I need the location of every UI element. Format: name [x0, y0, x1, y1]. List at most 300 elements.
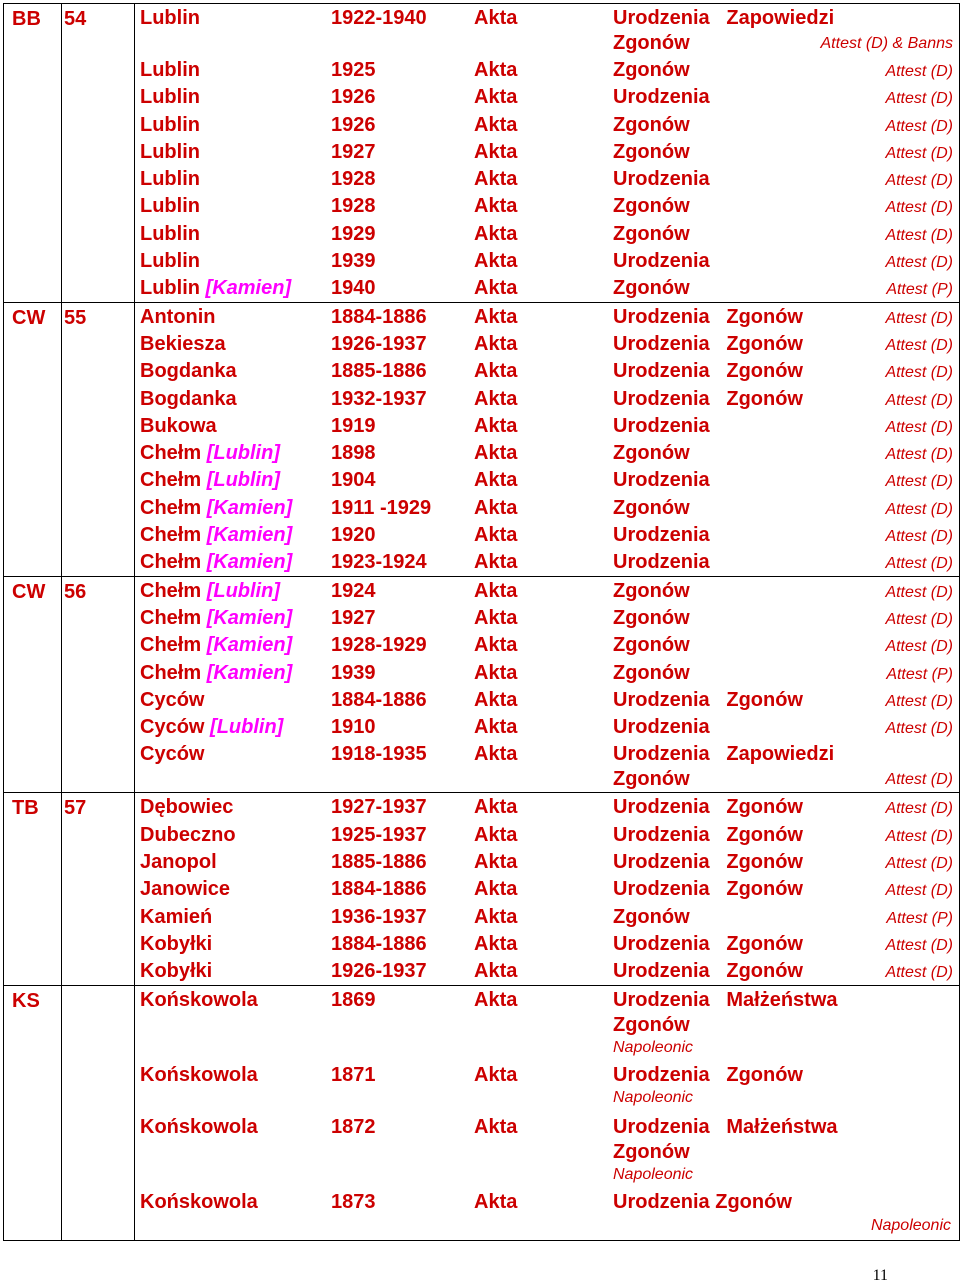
town-label: Chełm [140, 606, 202, 629]
town-name [140, 139, 200, 165]
group-code-cell [4, 4, 62, 303]
attest-note: Attest (D) [885, 638, 953, 656]
record-akta: Akta [474, 305, 518, 328]
record-akta: Akta [474, 743, 518, 766]
attest-note: Attest (D) [885, 117, 953, 135]
record-row [135, 659, 959, 686]
attest-note: Attest (D) [885, 473, 953, 491]
record-akta: Akta [474, 551, 518, 574]
attest-note: Attest (P) [886, 909, 953, 927]
town-label: Lublin [140, 113, 200, 136]
reel-number-cell [62, 576, 135, 793]
record-akta: Akta [474, 960, 518, 983]
town-label: Chełm [140, 524, 202, 547]
attest-note: Attest (P) [886, 665, 953, 683]
napoleonic-note: Napoleonic [613, 1038, 694, 1056]
record-types: Zgonów [613, 579, 690, 602]
record-types: Urodzenia [613, 551, 710, 574]
town-alias: [Lublin] [206, 579, 280, 602]
attest-note: Attest (D) [885, 692, 953, 710]
record-years: 1927 [331, 606, 376, 629]
group-code: KS [12, 989, 40, 1012]
reel-number: 54 [64, 8, 87, 30]
register-table [3, 3, 960, 1241]
napoleonic-note: Napoleonic [613, 1088, 694, 1106]
record-years: 1928 [331, 168, 376, 191]
attest-note: Attest (D) [885, 336, 953, 354]
group-code: CW [12, 580, 46, 603]
town-name [140, 1189, 258, 1215]
town-name [140, 741, 204, 767]
record-row [135, 111, 959, 138]
reel-number-cell [62, 302, 135, 576]
town-name [140, 467, 280, 493]
town-name [140, 605, 292, 631]
attest-note: Attest (D) [885, 309, 953, 327]
record-row [135, 192, 959, 219]
record-types: Urodzenia Zgonów [613, 305, 803, 328]
record-types: Zgonów [613, 222, 690, 245]
town-name [140, 331, 226, 357]
attest-note: Attest (D) [885, 855, 953, 873]
town-name [140, 84, 200, 110]
town-alias: [Kamien] [206, 634, 293, 657]
record-years: 1924 [331, 579, 376, 602]
record-types: Zgonów [613, 905, 690, 928]
town-label: Lublin [140, 7, 200, 29]
record-types: Zgonów [613, 59, 690, 81]
town-label: Lublin [140, 277, 200, 300]
record-types: Urodzenia [613, 524, 710, 547]
record-row [135, 247, 959, 274]
record-row [135, 821, 959, 848]
record-types: Urodzenia Zgonów [613, 1063, 803, 1086]
record-types: Urodzenia Zapowiedzi [613, 743, 835, 766]
town-name [140, 714, 283, 740]
record-row [135, 385, 959, 412]
town-label: Lublin [140, 168, 200, 191]
town-label: Chełm [140, 579, 202, 602]
town-name [140, 904, 212, 930]
records-cell [135, 985, 960, 1240]
record-akta: Akta [474, 878, 518, 901]
reel-number-cell [62, 985, 135, 1240]
record-akta: Akta [474, 716, 518, 739]
record-akta: Akta [474, 360, 518, 383]
record-row [135, 220, 959, 247]
record-years: 1898 [331, 442, 376, 465]
record-akta: Akta [474, 661, 518, 684]
record-akta: Akta [474, 140, 518, 163]
record-akta: Akta [474, 1190, 518, 1213]
town-alias: [Kamien] [206, 496, 293, 519]
town-label: Cyców [140, 716, 205, 739]
record-row [135, 740, 959, 792]
town-label: Końskowola [140, 988, 258, 1011]
record-akta: Akta [474, 688, 518, 711]
town-name [140, 632, 292, 658]
group-row [4, 793, 960, 985]
attest-note: Attest (D) [885, 964, 953, 982]
town-name [140, 958, 212, 984]
group-code: TB [12, 797, 39, 820]
town-name [140, 578, 280, 604]
attest-note: Attest (D) [885, 882, 953, 900]
record-types: Zgonów [613, 113, 690, 136]
town-label: Bogdanka [140, 387, 237, 410]
town-name [140, 660, 292, 686]
record-types: Urodzenia Zgonów [613, 878, 803, 901]
record-years: 1926-1937 [331, 332, 427, 355]
record-types: Urodzenia [613, 86, 710, 109]
record-types: Urodzenia [613, 469, 710, 492]
record-row [135, 303, 959, 330]
record-akta: Akta [474, 387, 518, 410]
town-label: Kamień [140, 905, 213, 928]
group-row [4, 576, 960, 793]
town-name [140, 166, 200, 192]
town-alias: [Kamien] [205, 277, 292, 300]
group-code: BB [12, 8, 41, 30]
attest-note: Attest (D) [885, 199, 953, 217]
record-years: 1920 [331, 524, 376, 547]
town-label: Cyców [140, 688, 205, 711]
group-row [4, 985, 960, 1240]
town-label: Bekiesza [140, 332, 226, 355]
record-row [135, 521, 959, 548]
record-years: 1926 [331, 86, 376, 109]
record-row [135, 604, 959, 631]
town-label: Antonin [140, 305, 216, 328]
town-label: Lublin [140, 140, 200, 163]
record-years: 1939 [331, 250, 376, 273]
record-row [135, 986, 959, 1061]
attest-note: Attest (D) [885, 500, 953, 518]
record-years: 1884-1886 [331, 305, 427, 328]
record-years: 1871 [331, 1063, 376, 1086]
record-years: 1925 [331, 59, 376, 81]
record-years: 1885-1886 [331, 851, 427, 874]
record-types: Urodzenia Zapowiedzi [613, 7, 835, 29]
record-row [135, 930, 959, 957]
town-label: Janopol [140, 851, 217, 874]
record-row [135, 548, 959, 575]
record-years: 1936-1937 [331, 905, 427, 928]
town-label: Lublin [140, 59, 200, 81]
town-alias: [Kamien] [206, 524, 293, 547]
town-label: Cyców [140, 743, 205, 766]
record-row [135, 875, 959, 902]
town-name [140, 549, 292, 575]
town-alias: [Lublin] [206, 442, 280, 465]
town-label: Chełm [140, 442, 202, 465]
attest-note: Attest (P) [886, 281, 953, 299]
record-years: 1910 [331, 716, 376, 739]
record-row [135, 466, 959, 493]
town-label: Chełm [140, 551, 202, 574]
record-akta: Akta [474, 168, 518, 191]
town-name [140, 57, 200, 83]
record-years: 1928-1929 [331, 634, 427, 657]
record-row [135, 138, 959, 165]
record-akta: Akta [474, 634, 518, 657]
reel-number: 57 [64, 797, 87, 820]
reel-number: 56 [64, 580, 87, 603]
record-row [135, 439, 959, 466]
record-types: Urodzenia Zgonów [613, 932, 803, 955]
record-row [135, 494, 959, 521]
town-name [140, 112, 200, 138]
record-akta: Akta [474, 442, 518, 465]
record-akta: Akta [474, 414, 518, 437]
town-label: Chełm [140, 634, 202, 657]
town-label: Lublin [140, 195, 200, 218]
town-alias: [Kamien] [206, 551, 293, 574]
record-types: Zgonów [613, 634, 690, 657]
group-code-cell [4, 793, 62, 985]
record-akta: Akta [474, 1063, 518, 1086]
record-akta: Akta [474, 195, 518, 218]
town-label: Dubeczno [140, 823, 236, 846]
napoleonic-note: Napoleonic [870, 1216, 951, 1234]
record-akta: Akta [474, 332, 518, 355]
record-years: 1932-1937 [331, 387, 427, 410]
record-types: Zgonów [613, 140, 690, 163]
record-types: Urodzenia Zgonów [613, 823, 803, 846]
record-akta: Akta [474, 277, 518, 300]
town-name [140, 495, 292, 521]
record-row [135, 577, 959, 604]
record-years: 1922-1940 [331, 7, 427, 29]
records-cell [135, 4, 960, 303]
record-years: 1869 [331, 988, 376, 1011]
town-name [140, 248, 200, 274]
town-label: Chełm [140, 661, 202, 684]
attest-note: Attest (D) [885, 771, 953, 789]
record-akta: Akta [474, 496, 518, 519]
attest-note: Attest (D) [885, 827, 953, 845]
record-years: 1926-1937 [331, 960, 427, 983]
town-alias: [Lublin] [210, 716, 284, 739]
record-row [135, 412, 959, 439]
record-types: Zgonów [613, 606, 690, 629]
town-name [140, 794, 233, 820]
record-years: 1940 [331, 277, 376, 300]
record-row [135, 165, 959, 192]
record-years: 1884-1886 [331, 932, 427, 955]
attest-note: Attest (D) [885, 144, 953, 162]
attest-note: Attest (D) [885, 720, 953, 738]
attest-note: Attest (D) [885, 528, 953, 546]
record-types: Urodzenia Zgonów [613, 332, 803, 355]
town-name [140, 358, 237, 384]
attest-note: Attest (D) [885, 610, 953, 628]
attest-note: Attest (D) [885, 226, 953, 244]
record-types: Zgonów [613, 661, 690, 684]
attest-note: Attest (D) [885, 555, 953, 573]
town-label: Chełm [140, 469, 202, 492]
town-label: Końskowola [140, 1115, 258, 1138]
town-name [140, 987, 258, 1013]
town-name [140, 221, 200, 247]
attest-note: Attest (D) [885, 172, 953, 190]
record-row [135, 713, 959, 740]
record-row [135, 4, 959, 56]
town-name [140, 5, 200, 31]
record-types: Zgonów [613, 277, 690, 300]
town-name [140, 522, 292, 548]
record-years: 1926 [331, 113, 376, 136]
record-akta: Akta [474, 7, 518, 29]
record-row [135, 56, 959, 83]
record-akta: Akta [474, 579, 518, 602]
record-row [135, 1061, 959, 1113]
record-types: Urodzenia Zgonów [613, 688, 803, 711]
group-row [4, 4, 960, 303]
record-types: Urodzenia Małżeństwa [613, 988, 838, 1011]
page-number: 11 [872, 1267, 888, 1284]
attest-note: Attest (D) [885, 364, 953, 382]
town-name [140, 193, 200, 219]
record-types: Zgonów [613, 442, 690, 465]
town-name [140, 1062, 258, 1088]
town-label: Janowice [140, 878, 231, 901]
record-row [135, 631, 959, 658]
record-akta: Akta [474, 932, 518, 955]
town-label: Chełm [140, 496, 202, 519]
record-years: 1911 -1929 [331, 496, 432, 519]
records-cell [135, 302, 960, 576]
record-row [135, 330, 959, 357]
town-name [140, 876, 230, 902]
town-name [140, 386, 237, 412]
record-years: 1873 [331, 1190, 376, 1213]
town-alias: [Kamien] [206, 661, 293, 684]
group-code-cell [4, 985, 62, 1240]
record-years: 1927-1937 [331, 796, 427, 819]
record-types: Urodzenia Zgonów [613, 360, 803, 383]
record-years: 1884-1886 [331, 688, 427, 711]
record-row [135, 848, 959, 875]
town-label: Lublin [140, 86, 200, 109]
record-types-continued: Zgonów [613, 1013, 690, 1036]
attest-note: Attest (D) [885, 936, 953, 954]
record-row [135, 793, 959, 820]
town-alias: [Kamien] [206, 606, 293, 629]
record-row [135, 1188, 959, 1240]
town-label: Lublin [140, 250, 200, 273]
town-label: Kobyłki [140, 960, 213, 983]
reel-number-cell [62, 4, 135, 303]
record-row [135, 274, 959, 301]
attest-note: Attest (D) [885, 583, 953, 601]
record-years: 1923-1924 [331, 551, 427, 574]
reel-number: 55 [64, 306, 87, 329]
record-years: 1928 [331, 195, 376, 218]
record-types-continued: Zgonów [613, 1140, 690, 1163]
record-types: Zgonów [613, 496, 690, 519]
attest-note: Attest (D) & Banns [820, 35, 953, 52]
record-akta: Akta [474, 823, 518, 846]
record-years: 1884-1886 [331, 878, 427, 901]
record-akta: Akta [474, 469, 518, 492]
group-code-cell [4, 302, 62, 576]
town-label: Końskowola [140, 1190, 258, 1213]
record-row [135, 903, 959, 930]
town-alias: [Lublin] [206, 469, 280, 492]
attest-note: Attest (D) [885, 800, 953, 818]
record-years: 1918-1935 [331, 743, 427, 766]
record-row [135, 957, 959, 984]
town-name [140, 275, 291, 301]
record-akta: Akta [474, 250, 518, 273]
record-row [135, 686, 959, 713]
town-label: Dębowiec [140, 796, 234, 819]
group-row [4, 302, 960, 576]
record-types: Urodzenia [613, 250, 710, 273]
record-akta: Akta [474, 796, 518, 819]
record-types: Urodzenia Zgonów [613, 960, 803, 983]
record-years: 1925-1937 [331, 823, 427, 846]
town-name [140, 440, 280, 466]
record-types: Urodzenia Zgonów [613, 796, 803, 819]
town-label: Końskowola [140, 1063, 258, 1086]
town-name [140, 687, 204, 713]
record-akta: Akta [474, 86, 518, 109]
town-name [140, 413, 217, 439]
record-akta: Akta [474, 113, 518, 136]
town-name [140, 304, 216, 330]
record-types: Urodzenia [613, 414, 710, 437]
attest-note: Attest (D) [885, 418, 953, 436]
town-name [140, 1114, 258, 1140]
record-akta: Akta [474, 905, 518, 928]
record-years: 1919 [331, 414, 376, 437]
record-row [135, 83, 959, 110]
attest-note: Attest (D) [885, 391, 953, 409]
record-akta: Akta [474, 59, 518, 81]
record-types: Urodzenia Zgonów [613, 851, 803, 874]
record-years: 1929 [331, 222, 376, 245]
attest-note: Attest (D) [885, 254, 953, 272]
record-row [135, 1113, 959, 1188]
town-label: Kobyłki [140, 932, 213, 955]
record-akta: Akta [474, 851, 518, 874]
record-types-continued: Zgonów [613, 768, 690, 791]
reel-number-cell [62, 793, 135, 985]
attest-note: Attest (D) [885, 90, 953, 108]
record-years: 1904 [331, 469, 376, 492]
record-types: Urodzenia Zgonów [613, 387, 803, 410]
records-cell [135, 793, 960, 985]
attest-note: Attest (D) [885, 63, 953, 80]
reel-number [62, 986, 134, 988]
record-akta: Akta [474, 524, 518, 547]
town-label: Lublin [140, 222, 200, 245]
town-label: Bogdanka [140, 360, 237, 383]
record-akta: Akta [474, 988, 518, 1011]
town-label: Bukowa [140, 414, 217, 437]
group-code: CW [12, 306, 46, 329]
record-types: Urodzenia [613, 168, 710, 191]
record-row [135, 357, 959, 384]
record-years: 1927 [331, 140, 376, 163]
record-types-continued: Zgonów [613, 32, 690, 54]
group-code-cell [4, 576, 62, 793]
record-types: Zgonów [613, 195, 690, 218]
town-name [140, 931, 212, 957]
record-akta: Akta [474, 606, 518, 629]
